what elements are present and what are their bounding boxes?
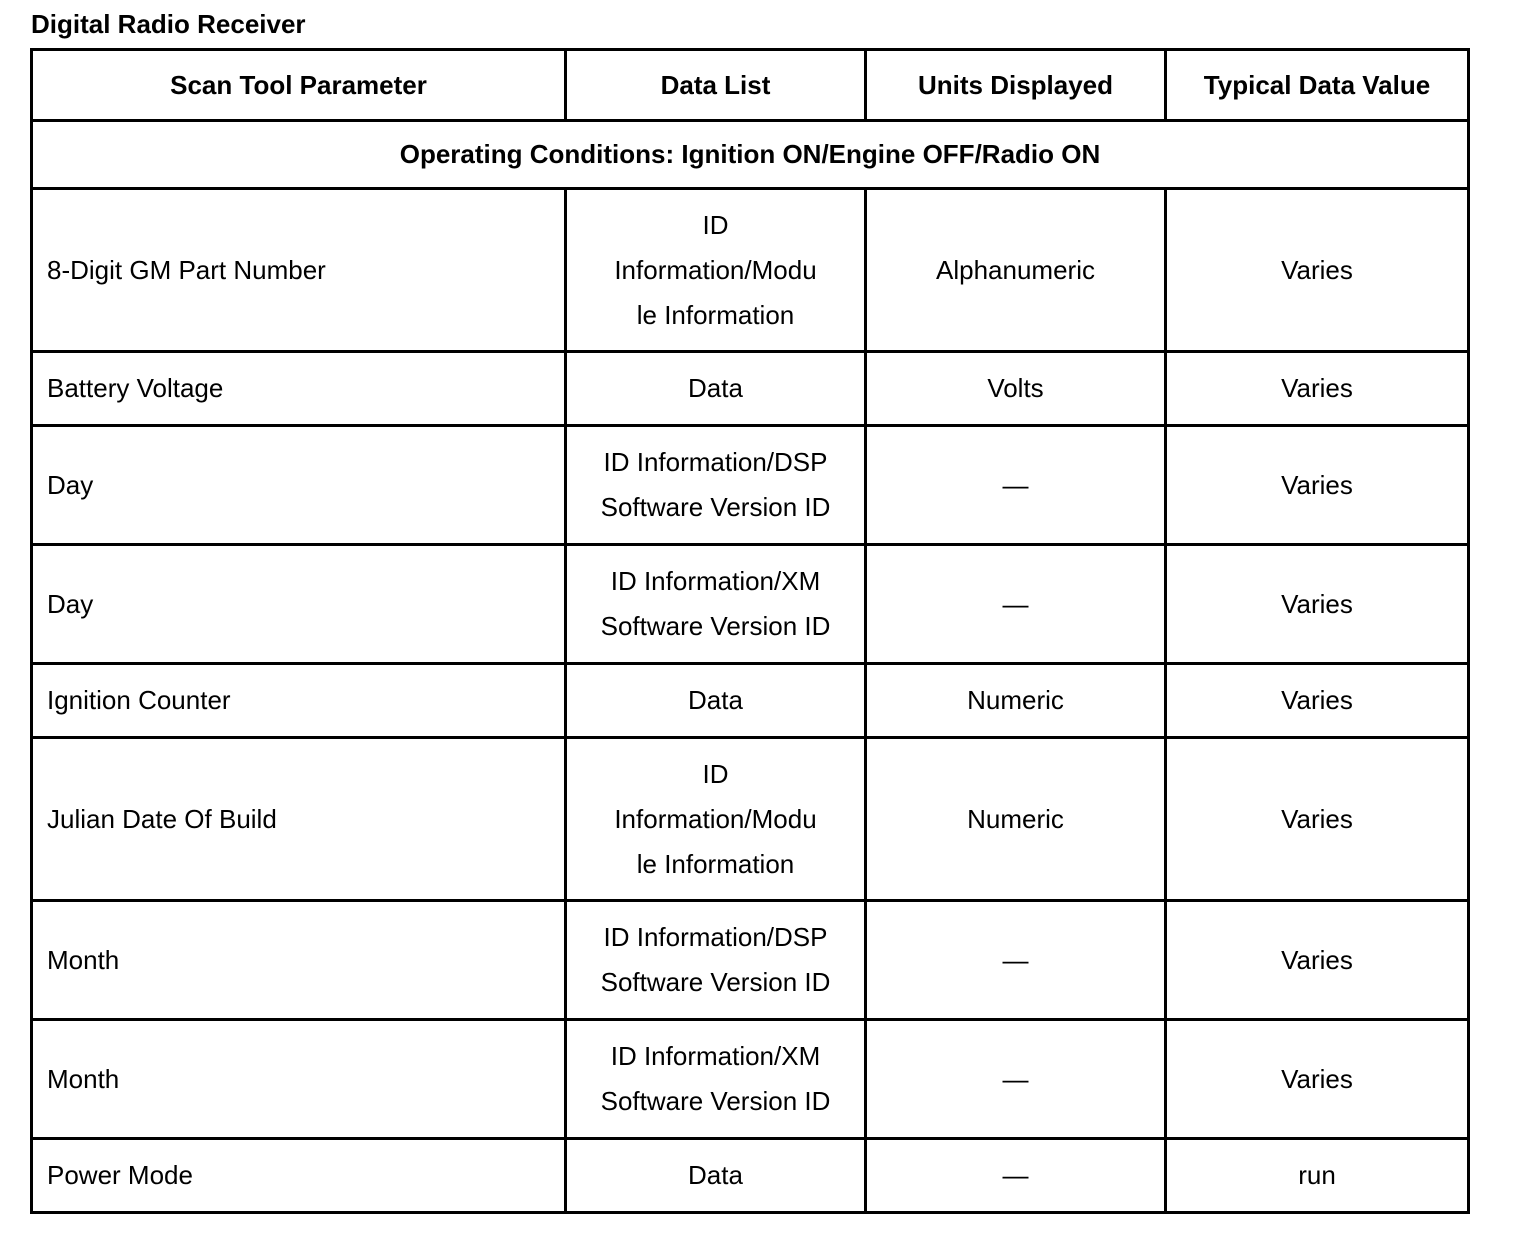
table-row [32,1020,1469,1139]
row-typical-value: run [1166,1139,1469,1213]
header-typical-data-value: Typical Data Value [1166,50,1469,121]
row-data-list [566,426,866,545]
table-row [32,426,1469,545]
data-list-line: ID [702,209,729,240]
data-list-line: Data [688,685,743,715]
data-list-line: le Information [636,299,795,330]
data-list-line: Information/Modu [614,803,817,834]
document-title: Digital Radio Receiver [31,9,306,39]
data-list-line: ID Information/XM [610,1041,821,1071]
table-row [32,352,1469,426]
data-list-line: Information/Modu [614,254,817,285]
table-row [32,738,1469,901]
row-units: — [866,901,1166,1020]
row-typical-value: Varies [1166,426,1469,545]
row-parameter: Battery Voltage [32,352,566,426]
header-units-displayed: Units Displayed [866,50,1166,121]
table-row [32,664,1469,738]
table-row [32,1139,1469,1213]
data-list-line: ID Information/DSP [603,447,828,477]
operating-conditions-row [32,121,1469,189]
data-list-line: Software Version ID [600,967,831,997]
row-units: — [866,545,1166,664]
data-list-line: ID [702,758,729,789]
row-data-list [566,189,866,352]
row-typical-value: Varies [1166,1020,1469,1139]
row-parameter: Day [32,545,566,664]
header-data-list: Data List [566,50,866,121]
table-header-row [32,50,1469,121]
data-list-line: Software Version ID [600,1086,831,1116]
row-typical-value: Varies [1166,664,1469,738]
data-list-line: Software Version ID [600,611,831,641]
row-data-list [566,738,866,901]
row-data-list [566,664,866,738]
row-typical-value: Varies [1166,189,1469,352]
row-units: — [866,1020,1166,1139]
data-list-line: ID Information/DSP [603,922,828,952]
row-parameter: 8-Digit GM Part Number [32,189,566,352]
header-scan-tool-parameter: Scan Tool Parameter [32,50,566,121]
row-typical-value: Varies [1166,738,1469,901]
row-data-list [566,1139,866,1213]
table-row [32,545,1469,664]
row-typical-value: Varies [1166,352,1469,426]
row-data-list [566,545,866,664]
row-data-list [566,1020,866,1139]
row-parameter: Ignition Counter [32,664,566,738]
row-units: Volts [866,352,1166,426]
data-list-line: Data [688,373,743,403]
row-parameter: Julian Date Of Build [32,738,566,901]
row-data-list [566,352,866,426]
row-units: Alphanumeric [866,189,1166,352]
row-parameter: Power Mode [32,1139,566,1213]
table-row [32,189,1469,352]
table-row [32,901,1469,1020]
row-parameter: Month [32,1020,566,1139]
data-list-line: ID Information/XM [610,566,821,596]
row-units: Numeric [866,738,1166,901]
data-list-line: le Information [636,848,795,879]
row-parameter: Month [32,901,566,1020]
row-parameter: Day [32,426,566,545]
row-units: Numeric [866,664,1166,738]
data-list-line: Software Version ID [600,492,831,522]
row-units: — [866,426,1166,545]
row-data-list [566,901,866,1020]
operating-conditions: Operating Conditions: Ignition ON/Engine OFF/Radio ON [32,121,1469,189]
row-typical-value: Varies [1166,901,1469,1020]
row-units: — [866,1139,1166,1213]
data-list-line: Data [688,1160,743,1190]
row-typical-value: Varies [1166,545,1469,664]
scan-tool-data-table [30,48,1470,1214]
